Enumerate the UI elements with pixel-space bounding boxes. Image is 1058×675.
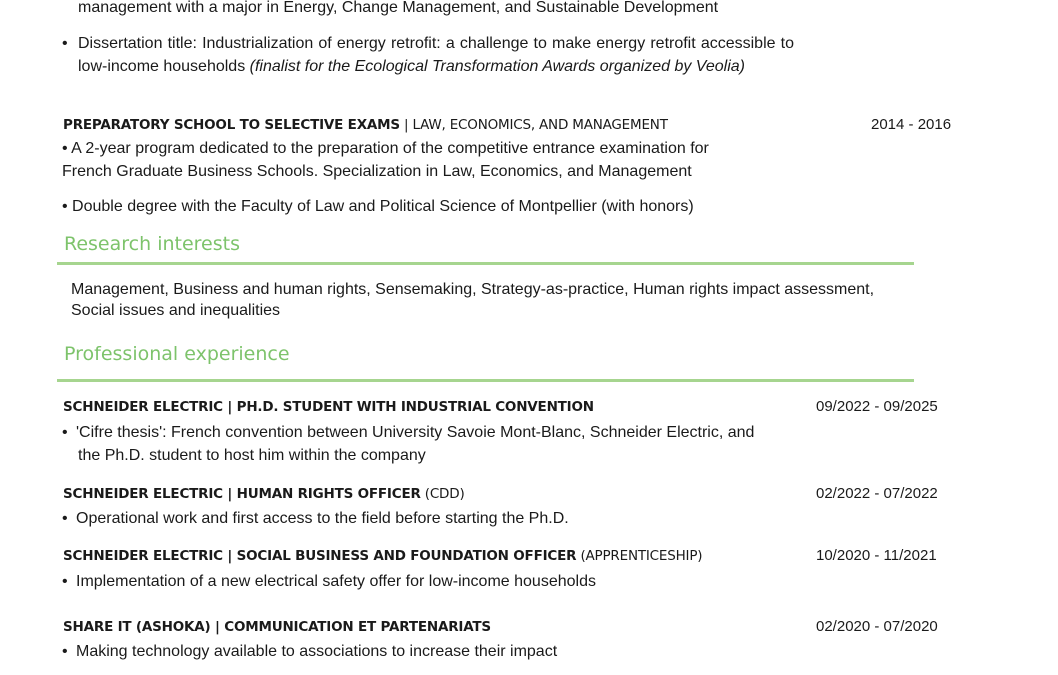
job-role: PH.D. STUDENT WITH INDUSTRIAL CONVENTION (236, 399, 594, 415)
job-org: SCHNEIDER ELECTRIC (63, 548, 223, 564)
prep-bullet-2: • Double degree with the Faculty of Law and Political Science of Montpellier (with honors) (62, 198, 694, 215)
dissertation-text (78, 32, 794, 78)
job-bullet-share-it (62, 641, 557, 663)
bullet-glyph: • (62, 573, 68, 590)
bullet-glyph: • (62, 424, 68, 441)
heading-separator: | (399, 117, 413, 133)
job-role: SOCIAL BUSINESS AND FOUNDATION OFFICER (236, 548, 577, 564)
research-interests-line-2: Social issues and inequalities (71, 302, 281, 319)
job-org: SCHNEIDER ELECTRIC (63, 486, 223, 502)
job-dates-share-it: 02/2020 - 07/2020 (816, 618, 938, 635)
heading-separator: | (222, 548, 237, 564)
prep-school-title: PREPARATORY SCHOOL TO SELECTIVE EXAMS (63, 117, 400, 133)
job-heading-phd (63, 399, 594, 415)
prep-bullet-1-line-2: French Graduate Business Schools. Specialization in Law, Economics, and Management (62, 163, 692, 180)
master-description-line: management with a major in Energy, Change Management, and Sustainable Development (78, 0, 719, 16)
prep-school-heading (63, 117, 668, 133)
dissertation-award: (finalist for the Ecological Transformation Awards organized by Veolia) (249, 58, 745, 75)
professional-experience-heading: Professional experience (64, 343, 290, 365)
job-note: (CDD) (424, 486, 465, 502)
heading-separator: | (222, 399, 237, 415)
dissertation-bullet: • (62, 35, 68, 52)
job-bullet-text: 'Cifre thesis': French convention between University Savoie Mont-Blanc, Schneider Electric, and (76, 424, 755, 441)
bullet-glyph: • (62, 643, 68, 660)
job-dates-human-rights: 02/2022 - 07/2022 (816, 485, 938, 502)
dissertation-title: Dissertation title: Industrialization of energy retrofit: a challenge to make energy retrofit accessible to low-income households (78, 35, 794, 75)
job-bullet-text: Operational work and first access to the field before starting the Ph.D. (76, 510, 569, 527)
heading-separator: | (222, 486, 237, 502)
job-role: COMMUNICATION ET PARTENARIATS (224, 619, 491, 635)
job-bullet-text: Implementation of a new electrical safety offer for low-income households (76, 573, 596, 590)
job-bullet-social-business (62, 571, 596, 593)
job-bullet-phd-line-2: the Ph.D. student to host him within the company (78, 447, 426, 464)
job-heading-human-rights (63, 486, 465, 502)
job-note: (APPRENTICESHIP) (580, 548, 703, 564)
job-heading-social-business (63, 548, 702, 564)
job-bullet-text: Making technology available to associations to increase their impact (76, 643, 558, 660)
bullet-glyph: • (62, 510, 68, 527)
prep-school-dates: 2014 - 2016 (871, 116, 952, 133)
prep-bullet-1-line-1: • A 2-year program dedicated to the preparation of the competitive entrance examination for (62, 140, 709, 157)
job-bullet-human-rights (62, 508, 569, 530)
job-heading-share-it (63, 619, 491, 635)
job-org: SHARE IT (ASHOKA) (63, 619, 211, 635)
job-role: HUMAN RIGHTS OFFICER (236, 486, 421, 502)
experience-divider (57, 379, 914, 382)
heading-separator: | (210, 619, 225, 635)
research-interests-heading: Research interests (64, 233, 240, 255)
job-dates-social-business: 10/2020 - 11/2021 (816, 547, 937, 564)
prep-school-field: LAW, ECONOMICS, AND MANAGEMENT (412, 117, 668, 133)
research-divider (57, 262, 914, 265)
job-dates-phd: 09/2022 - 09/2025 (816, 398, 938, 415)
job-org: SCHNEIDER ELECTRIC (63, 399, 223, 415)
job-bullet-phd-line-1 (62, 422, 754, 444)
research-interests-line-1: Management, Business and human rights, Sensemaking, Strategy-as-practice, Human rights impact assessment, (71, 281, 875, 298)
